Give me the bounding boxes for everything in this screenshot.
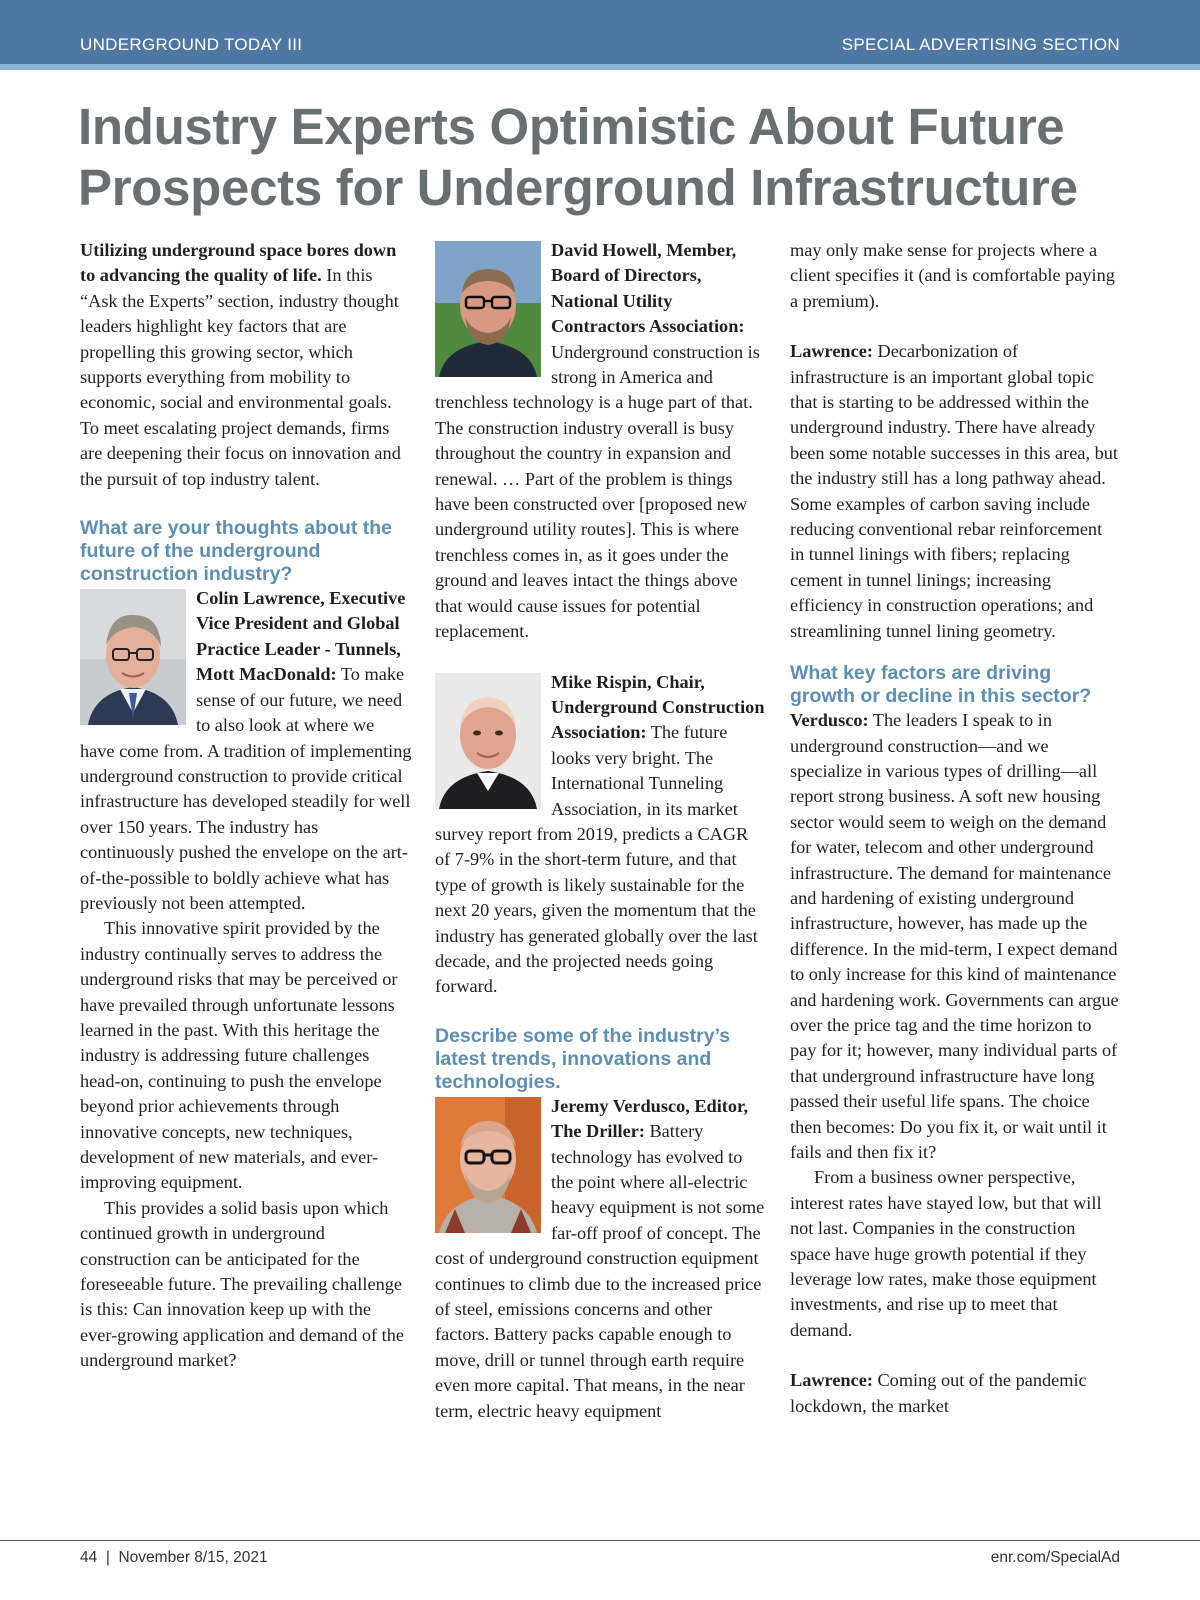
howell-name: David Howell, Member, Board of Directors, National Utility Contractors Association: (551, 240, 745, 337)
lawrence-answer-3: This provides a solid basis upon which continued growth in underground construction can be anticipated for the foreseeable future. The prevailing challenge is this: Can innovation keep up with the ever-growing application and demand of the underground market? (80, 1197, 405, 1371)
advertising-label: SPECIAL ADVERTISING SECTION (841, 35, 1120, 54)
lawrence-label: Lawrence: (790, 341, 873, 362)
lawrence-pandemic: Lawrence: Coming out of the pandemic lockdown, the market (790, 1370, 1087, 1416)
lawrence-answer-1: Colin Lawrence, Executive Vice President and Global Practice Leader - Tunnels, Mott MacDonald: To make sense of our future, we need to also look at where we have come from. A tradition of implementing underground construction to provide critical infrastructure has developed steadily for well over 150 years. The industry has continuously pushed the envelope on the art-of-the-possible to boldly achieve what has previously not been attempted. (80, 588, 412, 913)
verdusco-name: Jeremy Verdusco, Editor, The Driller: (551, 1095, 749, 1142)
footer-rule (0, 1540, 1200, 1541)
verdusco-growth-2: From a business owner perspective, interest rates have stayed low, but that will not last. Companies in the construction space have huge growth potential if they leverage low rates, make those equipment investments, and rise up to meet that demand. (790, 1167, 1102, 1340)
photo-mike-rispin (435, 673, 541, 809)
column-3 (790, 238, 1120, 1419)
lawrence-name: Colin Lawrence, Executive Vice President and Global Practice Leader - Tunnels, Mott MacDonald: (196, 588, 406, 685)
photo-colin-lawrence (80, 589, 186, 725)
intro-paragraph (80, 238, 412, 492)
header-bar (0, 0, 1200, 64)
verdusco-growth-1: Verdusco: The leaders I speak to in underground construction—and we specialize in various types of drilling—all report strong business. A soft new housing sector would seem to weigh on the demand for water, telecom and other underground infrastructure. The demand for maintenance and hardening of existing underground infrastructure, however, has made up the difference. In the mid-term, I expect demand to only increase for this kind of maintenance and hardening work. Governments can argue over the price tag and the time horizon to pay for it; however, many individual parts of that underground infrastructure have long passed their useful life spans. The choice then becomes: Do you fix it, or wait until it fails and then fix it? (790, 710, 1119, 1162)
footer-url: enr.com/SpecialAd (990, 1549, 1120, 1566)
portrait-verdusco-icon (435, 1097, 541, 1233)
portrait-rispin-icon (435, 673, 541, 809)
verdusco-answer: Jeremy Verdusco, Editor, The Driller: Battery technology has evolved to the point where all-electric heavy equipment is not some far-off proof of concept. The cost of underground construction equipment continues to climb due to the increased price of steel, emissions concerns and other factors. Battery packs capable enough to move, drill or tunnel through earth require even more capital. That means, in the near term, electric heavy equipment (435, 1095, 765, 1421)
photo-david-howell (435, 241, 541, 377)
portrait-lawrence-icon (80, 589, 186, 725)
question-future: What are your thoughts about the future of the underground construction industry? (80, 517, 392, 586)
question-key-factors: What key factors are driving growth or decline in this sector? (790, 662, 1092, 708)
page-number-date: 44 | November 8/15, 2021 (80, 1549, 268, 1566)
article-headline: Industry Experts Optimistic About Future Prospects for Underground Infrastructure (78, 98, 1078, 216)
column-1 (80, 238, 412, 1374)
column-2 (435, 238, 767, 1424)
intro-text: In this “Ask the Experts” section, industry thought leaders highlight key factors that are propelling this growing sector, which supports everything from mobility to economic, social and environmental goals. To meet escalating project demands, firms are deepening their focus on innovation and the pursuit of top industry talent. (80, 265, 401, 489)
header-accent-line (0, 64, 1200, 70)
verdusco-continued: may only make sense for projects where a client specifies it (and is comfortable paying a premium). (790, 240, 1115, 311)
section-title: UNDERGROUND TODAY III (80, 35, 303, 54)
verdusco-label: Verdusco: (790, 710, 869, 731)
howell-answer: David Howell, Member, Board of Directors, National Utility Contractors Association: Underground construction is strong in America and trenchless technology is a huge part of that. The construction industry overall is busy throughout the country in expansion and renewal. … Part of the problem is things have been constructed over [proposed new underground utility routes]. This is where trenchless comes in, as it goes under the ground and leaves intact the things above that would cause issues for potential replacement. (435, 240, 760, 642)
lawrence-label-2: Lawrence: (790, 1370, 873, 1391)
portrait-howell-icon (435, 241, 541, 377)
rispin-answer: Mike Rispin, Chair, Underground Construction Association: The future looks very bright. The International Tunneling Association, in its market survey report from 2019, predicts a CAGR of 7-9% in the short-term future, and that type of growth is likely sustainable for the next 20 years, given the momentum that the industry has generated globally over the last decade, and the projected needs going forward. (435, 671, 765, 997)
rispin-name: Mike Rispin, Chair, Underground Construction Association: (551, 671, 765, 743)
lawrence-answer-2: This innovative spirit provided by the industry continually serves to address the underground risks that may be perceived or have prevailed through unfortunate lessons learned in the past. With this heritage the industry is addressing future challenges head-on, continuing to push the envelope beyond prior achievements through innovative concepts, new techniques, development of new materials, and ever-improving equipment. (80, 918, 398, 1193)
photo-jeremy-verdusco (435, 1097, 541, 1233)
lawrence-decarbonization: Lawrence: Decarbonization of infrastructure is an important global topic that is starting to be addressed within the underground industry. There have already been some notable successes in this area, but the industry still has a long pathway ahead. Some examples of carbon saving include reducing conventional rebar reinforcement in tunnel linings with fibers; replacing cement in tunnel linings; increasing efficiency in construction operations; and streamlining tunnel lining geometry. (790, 341, 1118, 641)
intro-lead: Utilizing underground space bores down to advancing the quality of life. (80, 240, 397, 286)
question-trends: Describe some of the industry’s latest trends, innovations and technologies. (435, 1024, 731, 1093)
